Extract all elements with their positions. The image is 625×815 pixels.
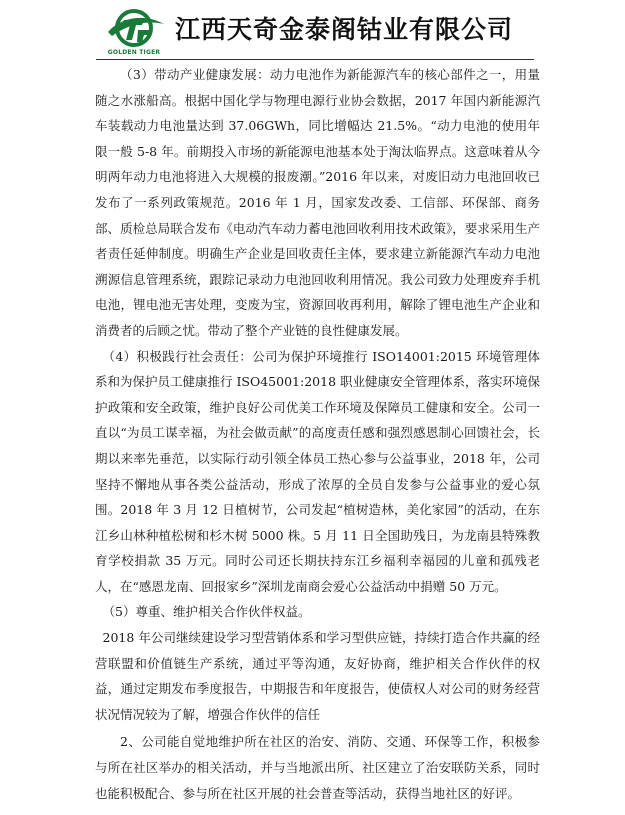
document-body (95, 62, 540, 806)
page-header (0, 0, 625, 62)
company-logo (98, 8, 170, 62)
header-divider (96, 59, 534, 60)
paragraph-partner-rights-heading: （5）尊重、维护相关合作伙伴权益。 (102, 604, 311, 620)
paragraph-partner-rights: 2018 年公司继续建设学习型营销体系和学习型供应链，持续打造合作共赢的经营联盟和价值链生产系统，通过平等沟通，友好协商，维护相关合作伙伴的权益，通过定期发布季度报告，中期报告和年度报告，使债权人对公司的财务经营状况情况较为了解，增强合作伙伴的信任 (95, 630, 540, 722)
golden-tiger-logo-icon (98, 8, 170, 50)
paragraph-community: 2、公司能自觉地维护所在社区的治安、消防、交通、环保等工作，积极参与所在社区举办的相关活动，并与当地派出所、社区建立了治安联防关系，同时也能积极配合、参与所在社区开展的社会普查等活动，获得当地社区的好评。 (95, 734, 540, 801)
logo-text: GOLDEN TIGER (107, 49, 161, 56)
company-name: 江西天奇金泰阁钴业有限公司 (175, 15, 514, 44)
paragraph-social-responsibility: （4）积极践行社会责任：公司为保护环境推行 ISO14001:2015 环境管理体系和为保护员工健康推行 ISO45001:2018 职业健康安全管理体系，落实环境保护政策和安全政策，维护良好公司优美工作环境及保障员工健康和安全。公司一直以“为员工谋幸福，为社会做贡献”的高度责任感和强烈感恩制心回馈社会，长期以来率先垂范，以实际行动引领全体员工热心参与公益事业，2018 年，公司坚持不懈地从事各类公益活动，形成了浓厚的全员自发参与公益事业的爱心氛围。2018 年 3 月 12 日植树节，公司发起“植树造林，美化家园”的活动，在东江乡山林种植松树和杉木树 5000 株。5 月 11 日全国助残日，为龙南县特殊教育学校捐款 35 万元。同时公司还长期扶持东江乡福利幸福园的儿童和孤残老人，在“感恩龙南、回报家乡”深圳龙南商会爱心公益活动中捐赠 50 万元。 (95, 348, 540, 594)
paragraph-industry-development: （3）带动产业健康发展：动力电池作为新能源汽车的核心部件之一，用量随之水涨船高。根据中国化学与物理电源行业协会数据，2017 年国内新能源汽车装载动力电池量达到 37.06GWh，同比增幅达 21.5%。“动力电池的使用年限一般 5-8 年。前期投入市场的新能源电池基本处于淘汰临界点。这意味着从今明两年动力电池将进入大规模的报废潮。”2016 年以来，对废旧动力电池回收已发布了一系列政策规范。2016 年 1 月，国家发改委、工信部、环保部、商务部、质检总局联合发布《电动汽车动力蓄电池回收利用技术政策》，要求采用生产者责任延伸制度。明确生产企业是回收责任主体，要求建立新能源汽车动力电池溯源信息管理系统，跟踪记录动力电池回收利用情况。我公司致力处理废弃手机电池，锂电池无害处理，变废为宝，资源回收再利用，解除了锂电池生产企业和消费者的后顾之忧。带动了整个产业链的良性健康发展。 (95, 67, 540, 338)
